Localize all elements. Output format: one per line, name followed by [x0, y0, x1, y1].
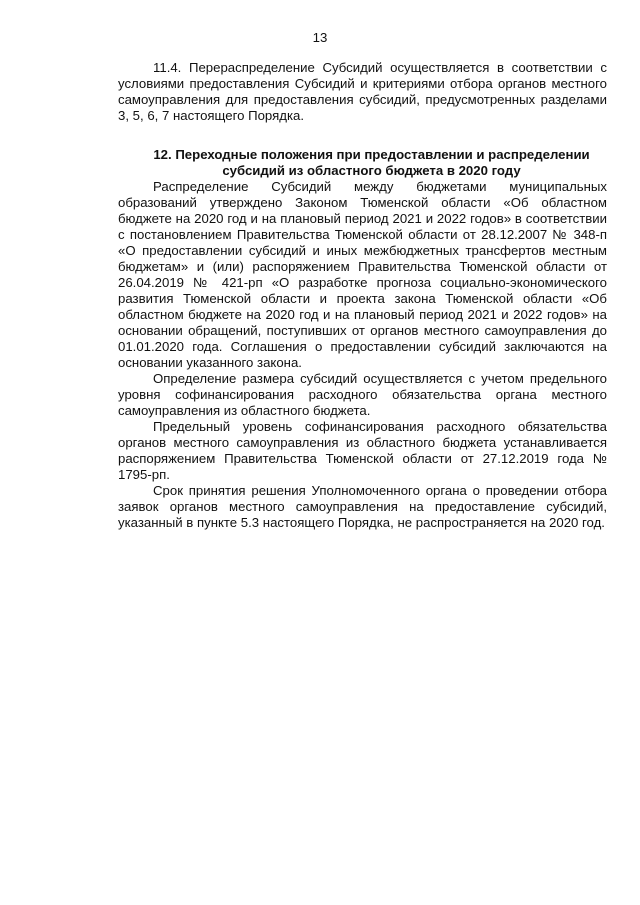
section-12-paragraph-2: Определение размера субсидий осуществляется с учетом предельного уровня софинансирования расходного обязательства органа местного самоуправления из областного бюджета. — [118, 371, 607, 418]
section-12-paragraph-1: Распределение Субсидий между бюджетами муниципальных образований утверждено Законом Тюменской области «Об областном бюджете на 2020 год и на плановый период 2021 и 2022 годов» в соответствии с постановлением Правительства Тюменской области от 28.12.2007 № 348-п «О предоставлении субсидий и иных межбюджетных трансфертов местным бюджетам» и (или) распоряжением Правительства Тюменской области от 26.04.2019 № 421-рп «О разработке прогноза социально-экономического развития Тюменской области и проекта закона Тюменской области «Об областном бюджете на 2020 год и на плановый период 2021 и 2022 годов» на основании обращений, поступивших от органов местного самоуправления до 01.01.2020 года. Соглашения о предоставлении субсидий заключаются на основании указанного закона. — [118, 179, 607, 370]
section-12-heading: 12. Переходные положения при предоставлении и распределении субсидий из областного бюджета в 2020 году — [153, 147, 590, 178]
page-number: 13 — [312, 30, 328, 45]
paragraph-11-4: 11.4. Перераспределение Субсидий осуществляется в соответствии с условиями предоставления Субсидий и критериями отбора органов местного самоуправления для предоставления субсидий, предусмотренных разделами 3, 5, 6, 7 настоящего Порядка. — [118, 60, 607, 123]
document-content — [118, 60, 607, 531]
section-12-paragraph-4: Срок принятия решения Уполномоченного органа о проведении отбора заявок органов местного самоуправления на предоставление субсидий, указанный в пункте 5.3 настоящего Порядка, не распространяется на 2020 год. — [118, 483, 607, 530]
section-12-paragraph-3: Предельный уровень софинансирования расходного обязательства органов местного самоуправления из областного бюджета устанавливается распоряжением Правительства Тюменской области от 27.12.2019 года № 1795-рп. — [118, 419, 607, 482]
